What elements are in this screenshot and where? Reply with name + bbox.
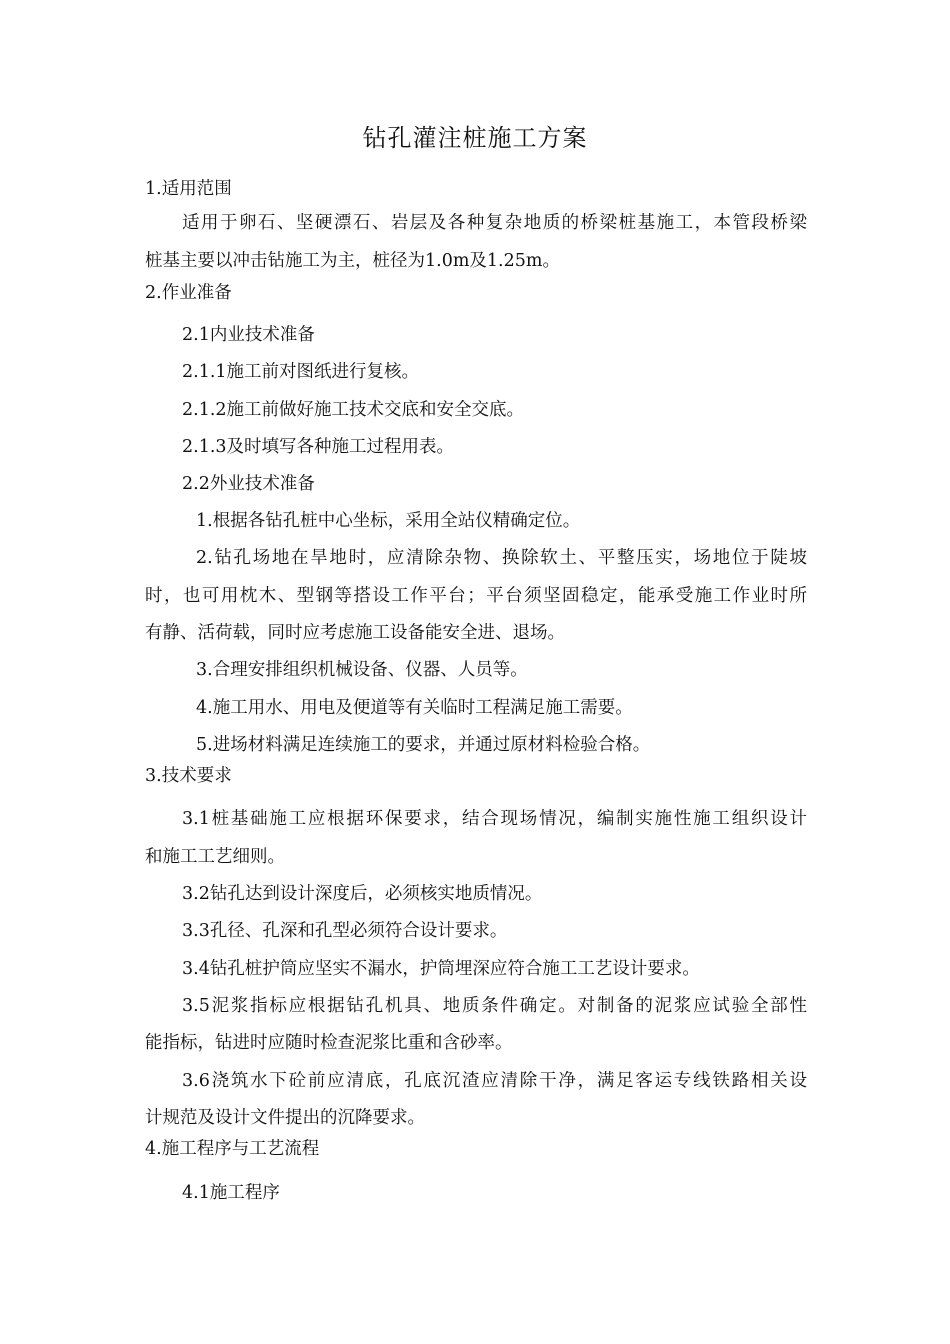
paragraph-line: 3.6浇筑水下砼前应清底，孔底沉渣应清除干净，满足客运专线铁路相关设 xyxy=(182,1071,807,1091)
list-item: 4.施工用水、用电及便道等有关临时工程满足施工需要。 xyxy=(196,698,633,718)
section-heading-1: 1.适用范围 xyxy=(145,179,232,199)
list-item: 3.4钻孔桩护筒应坚实不漏水，护筒埋深应符合施工工艺设计要求。 xyxy=(182,959,700,979)
paragraph-line: 3.1桩基础施工应根据环保要求，结合现场情况，编制实施性施工组织设计 xyxy=(182,809,807,829)
list-item: 2.1.1施工前对图纸进行复核。 xyxy=(182,362,420,382)
paragraph-line: 时，也可用枕木、型钢等搭设工作平台；平台须坚固稳定，能承受施工作业时所 xyxy=(145,586,807,606)
section-heading-2: 2.作业准备 xyxy=(145,283,232,303)
document-title: 钻孔灌注桩施工方案 xyxy=(362,124,588,152)
list-item: 3.3孔径、孔深和孔型必须符合设计要求。 xyxy=(182,921,508,941)
subsection-heading: 2.1内业技术准备 xyxy=(182,325,315,345)
paragraph-line: 2.钻孔场地在旱地时，应清除杂物、换除软土、平整压实，场地位于陡坡 xyxy=(196,548,807,568)
list-item: 2.1.3及时填写各种施工过程用表。 xyxy=(182,437,455,457)
subsection-heading: 2.2外业技术准备 xyxy=(182,474,315,494)
paragraph-line: 和施工工艺细则。 xyxy=(145,847,285,867)
subsection-heading: 4.1施工程序 xyxy=(182,1183,280,1203)
list-item: 3.2钻孔达到设计深度后，必须核实地质情况。 xyxy=(182,884,543,904)
section-heading-4: 4.施工程序与工艺流程 xyxy=(145,1139,320,1159)
list-item: 2.1.2施工前做好施工技术交底和安全交底。 xyxy=(182,400,525,420)
paragraph-line: 适用于卵石、坚硬漂石、岩层及各种复杂地质的桥梁桩基施工，本管段桥梁 xyxy=(182,213,807,233)
list-item: 5.进场材料满足连续施工的要求，并通过原材料检验合格。 xyxy=(196,735,651,755)
section-heading-3: 3.技术要求 xyxy=(145,766,232,786)
paragraph-line: 能指标，钻进时应随时检查泥浆比重和含砂率。 xyxy=(145,1033,513,1053)
list-item: 1.根据各钻孔桩中心坐标，采用全站仪精确定位。 xyxy=(196,511,581,531)
paragraph-line: 桩基主要以冲击钻施工为主，桩径为1.0m及1.25m。 xyxy=(145,251,560,271)
paragraph-line: 3.5泥浆指标应根据钻孔机具、地质条件确定。对制备的泥浆应试验全部性 xyxy=(182,996,807,1016)
paragraph-line: 有静、活荷载，同时应考虑施工设备能安全进、退场。 xyxy=(145,623,565,643)
list-item: 3.合理安排组织机械设备、仪器、人员等。 xyxy=(196,660,528,680)
paragraph-line: 计规范及设计文件提出的沉降要求。 xyxy=(145,1108,425,1128)
